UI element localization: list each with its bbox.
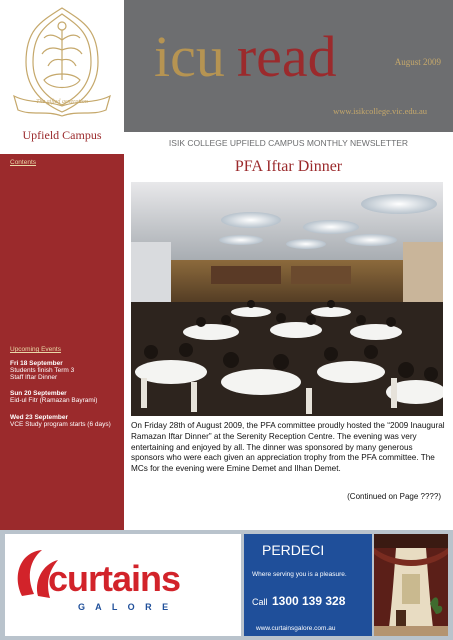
event-photo bbox=[131, 182, 443, 416]
banquet-hall-image bbox=[131, 182, 443, 416]
continued-note: (Continued on Page ????) bbox=[347, 492, 441, 501]
issue-date: August 2009 bbox=[394, 57, 441, 67]
masthead-word-icu: icu bbox=[154, 24, 225, 89]
school-website[interactable]: www.isikcollege.vic.edu.au bbox=[333, 106, 427, 116]
ad-website[interactable]: www.curtainsgalore.com.au bbox=[256, 625, 336, 632]
crest-icon bbox=[0, 0, 124, 128]
event-item bbox=[10, 414, 124, 428]
ad-call-label: Call bbox=[252, 597, 268, 607]
curtains-galore-ad[interactable] bbox=[0, 530, 453, 640]
upcoming-events-link[interactable]: Upcoming Events bbox=[10, 346, 61, 353]
ad-brand-sub: G A L O R E bbox=[78, 602, 173, 612]
curtain-room-image bbox=[374, 534, 448, 636]
article-body: On Friday 28th of August 2009, the PFA committee proudly hosted the “2009 Inaugural Ramazan Iftar Dinner” at the Serenity Reception Centre. The evening was very entertaining and enjoyed by all. The dinner was sponsored by many generous sponsors who were each given an appreciation trophy from the PFA committee. The MCs for the evening were Emine Demet and Ilhan Demet. bbox=[131, 421, 445, 474]
ad-partner: PERDECI bbox=[262, 542, 325, 558]
ad-tagline: Where serving you is a pleasure. bbox=[252, 571, 347, 578]
motto-banner: The gifted generation bbox=[36, 99, 88, 105]
event-line: Students finish Term 3 bbox=[10, 367, 75, 374]
event-line: Staff Iftar Dinner bbox=[10, 374, 58, 381]
event-item bbox=[10, 360, 122, 381]
event-line: VCE Study program starts (6 days) bbox=[10, 421, 111, 428]
event-date: Wed 23 September bbox=[10, 414, 69, 421]
event-line: Eid-ul Fitr (Ramazan Bayrami) bbox=[10, 397, 98, 404]
ad-phone-line bbox=[252, 592, 345, 610]
masthead bbox=[154, 24, 337, 89]
campus-name: Upfield Campus bbox=[22, 128, 102, 142]
contents-link[interactable]: Contents bbox=[10, 159, 37, 166]
newsletter-subtitle: ISIK COLLEGE UPFIELD CAMPUS MONTHLY NEWSLETTER bbox=[124, 132, 453, 154]
event-item bbox=[10, 390, 122, 404]
article-title: PFA Iftar Dinner bbox=[234, 158, 343, 175]
ad-phone[interactable]: 1300 139 328 bbox=[271, 594, 346, 608]
sidebar bbox=[0, 154, 124, 530]
event-date: Fri 18 September bbox=[10, 360, 63, 367]
ad-brand: curtains bbox=[48, 558, 181, 599]
event-date: Sun 20 September bbox=[10, 390, 67, 397]
masthead-word-read: read bbox=[236, 24, 337, 89]
